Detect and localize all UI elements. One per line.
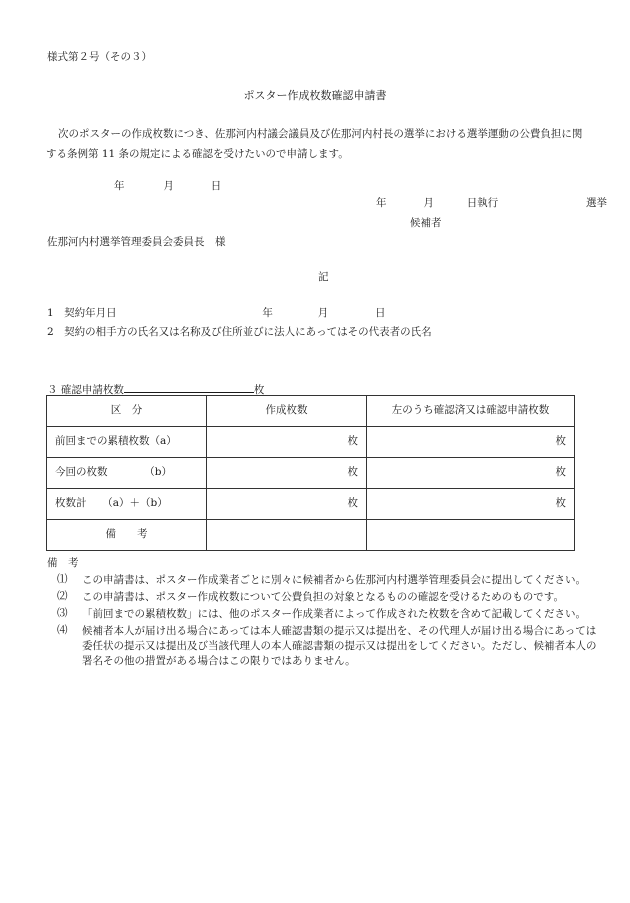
note-number: ⑶ xyxy=(57,607,68,619)
election-label: 選挙 xyxy=(586,197,608,209)
requested-count-label: ３ 確認申請枚数 xyxy=(47,384,124,396)
document-title: ポスター作成枚数確認申請書 xyxy=(243,89,387,102)
election-day-exec-label: 日執行 xyxy=(466,197,499,209)
remarks-cell[interactable] xyxy=(207,520,367,551)
row-produced-cell[interactable]: 枚 xyxy=(207,427,367,458)
requested-count-blank[interactable] xyxy=(124,381,254,393)
header-category: 区 分 xyxy=(47,396,207,427)
election-month-label: 月 xyxy=(423,197,434,209)
counterparty-label: 2 契約の相手方の氏名又は名称及び住所並びに法人にあってはその代表者の氏名 xyxy=(47,326,432,338)
form-number: 様式第２号（その３） xyxy=(47,51,152,63)
application-date xyxy=(114,180,221,193)
date-year-label: 年 xyxy=(114,180,125,192)
contract-date-row xyxy=(47,307,386,320)
row-label: 今回の枚数 （b） xyxy=(47,458,207,489)
table-row xyxy=(47,458,575,489)
row-confirmed-cell[interactable]: 枚 xyxy=(367,427,575,458)
table-row xyxy=(47,489,575,520)
addressee: 佐那河内村選挙管理委員会委員長 様 xyxy=(47,236,226,248)
remarks-row xyxy=(47,520,575,551)
contract-day-label: 日 xyxy=(375,307,386,319)
row-label: 枚数計 （a）＋（b） xyxy=(47,489,207,520)
note-text: 「前回までの累積枚数」には、他のポスター作成業者によって作成された枚数を含めて記載してください。 xyxy=(82,608,586,620)
header-confirmed: 左のうち確認済又は確認申請枚数 xyxy=(367,396,575,427)
row-label: 前回までの累積枚数（a） xyxy=(47,427,207,458)
contract-month-label: 月 xyxy=(317,307,329,319)
date-day-label: 日 xyxy=(210,180,222,192)
election-year-label: 年 xyxy=(376,197,387,209)
row-produced-cell[interactable]: 枚 xyxy=(207,458,367,489)
date-month-label: 月 xyxy=(163,180,174,192)
note-text: 候補者本人が届け出る場合にあっては本人確認書類の提示又は提出を、その代理人が届け出る場合にあっては委任状の提示又は提出及び当該代理人の本人確認書類の提示又は提出をしてください。ただし、候補者本人の署名その他の措置がある場合はこの限りではありません。 xyxy=(82,625,597,667)
note-item xyxy=(57,590,597,605)
note-text: この申請書は、ポスター作成枚数について公費負担の対象となるものの確認を受けるためのものです。 xyxy=(82,591,564,603)
note-text: この申請書は、ポスター作成業者ごとに別々に候補者から佐那河内村選挙管理委員会に提出してください。 xyxy=(82,574,586,586)
header-produced: 作成枚数 xyxy=(207,396,367,427)
candidate-label: 候補者 xyxy=(410,217,442,229)
table-header-row xyxy=(47,396,575,427)
election-line xyxy=(376,197,607,210)
note-number: ⑵ xyxy=(57,590,68,602)
row-confirmed-cell[interactable]: 枚 xyxy=(367,458,575,489)
notes-heading: 備 考 xyxy=(47,557,79,569)
contract-year-label: 年 xyxy=(262,307,273,319)
requested-count-unit: 枚 xyxy=(253,384,265,396)
note-number: ⑴ xyxy=(57,573,68,585)
note-item xyxy=(57,624,597,669)
note-number: ⑷ xyxy=(57,624,68,636)
note-item xyxy=(57,573,597,588)
row-confirmed-cell[interactable]: 枚 xyxy=(367,489,575,520)
table-row xyxy=(47,427,575,458)
ki-heading: 記 xyxy=(318,271,329,283)
intro-paragraph: 次のポスターの作成枚数につき、佐那河内村議会議員及び佐那河内村長の選挙における選挙運動の公費負担に関する条例第 11 条の規定による確認を受けたいので申請します。 xyxy=(46,128,583,160)
contract-date-label: 1 契約年月日 xyxy=(47,307,117,319)
remarks-cell-2[interactable] xyxy=(367,520,575,551)
remarks-label: 備 考 xyxy=(47,520,207,551)
count-table xyxy=(46,395,575,551)
note-item xyxy=(57,607,597,622)
row-produced-cell[interactable]: 枚 xyxy=(207,489,367,520)
